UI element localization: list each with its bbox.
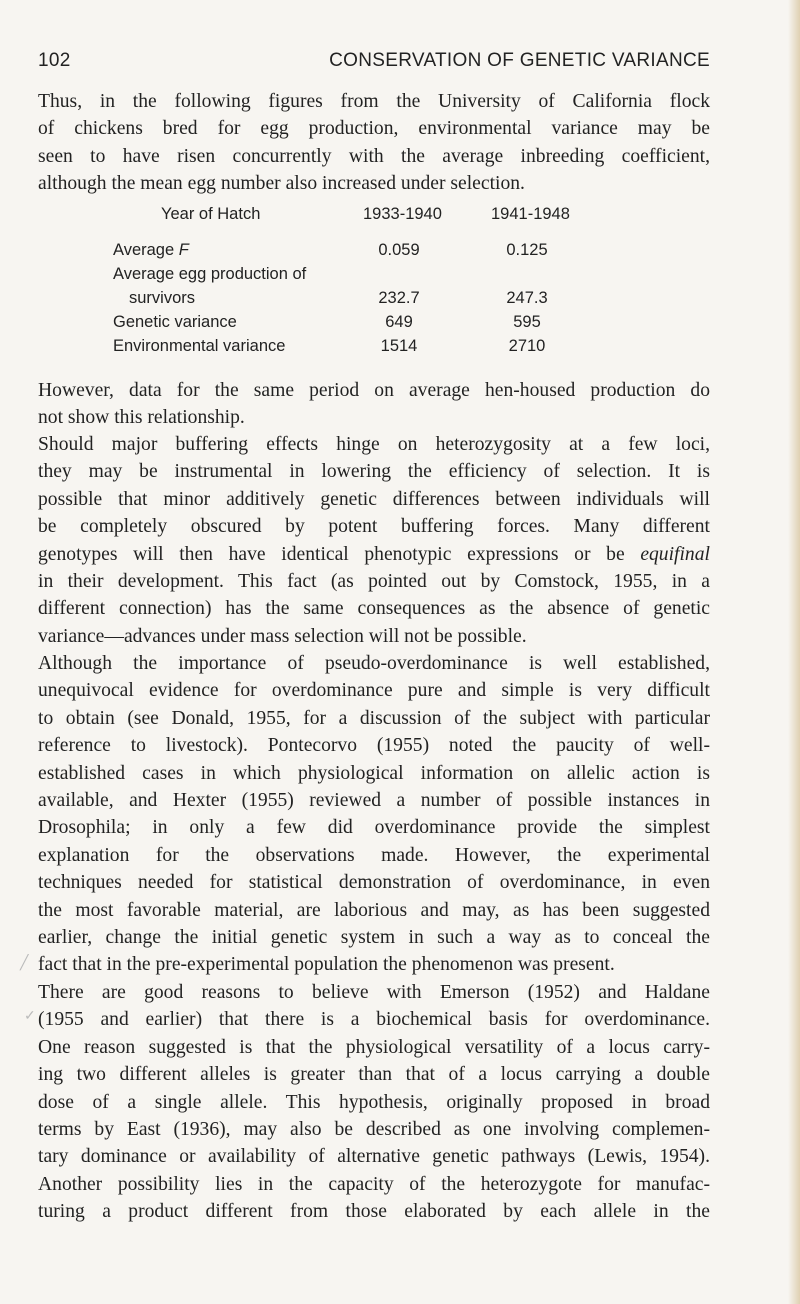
text-line: reference to livestock). Pontecorvo (1955) noted the paucity of well- bbox=[38, 735, 710, 757]
text-line: they may be instrumental in lowering the efficiency of selection. It is bbox=[38, 461, 710, 483]
cell: 649 bbox=[385, 313, 413, 331]
text-line: variance—advances under mass selection will not be possible. bbox=[38, 625, 527, 647]
cell: 0.059 bbox=[378, 241, 420, 259]
cell: 247.3 bbox=[506, 289, 548, 307]
text-line: available, and Hexter (1955) reviewed a number of possible instances in bbox=[38, 789, 710, 811]
row-label: Average F bbox=[113, 241, 189, 259]
text-line: Drosophila; in only a few did overdominance provide the simplest bbox=[38, 817, 710, 839]
text-line: turing a product different from those elaborated by each allele in the bbox=[38, 1201, 710, 1223]
margin-mark: ✓ bbox=[24, 1009, 36, 1024]
text-line: ing two different alleles is greater than that of a locus carrying a double bbox=[38, 1064, 710, 1086]
text-line: terms by East (1936), may also be described as one involving complemen- bbox=[38, 1118, 710, 1140]
page-edge-shadow bbox=[788, 0, 800, 1304]
text-line: (1955 and earlier) that there is a biochemical basis for overdominance. bbox=[38, 1009, 710, 1031]
text-line: in their development. This fact (as pointed out by Comstock, 1955, in a bbox=[38, 570, 710, 592]
cell: 232.7 bbox=[378, 289, 420, 307]
text-line: unequivocal evidence for overdominance pure and simple is very difficult bbox=[38, 680, 710, 702]
text-line: Thus, in the following figures from the University of California flock bbox=[38, 91, 710, 112]
text-line: explanation for the observations made. However, the experimental bbox=[38, 844, 710, 866]
cell: 0.125 bbox=[506, 241, 548, 259]
text-line: not show this relationship. bbox=[38, 407, 245, 429]
italic-term: equifinal bbox=[640, 543, 710, 565]
text-line: Should major buffering effects hinge on heterozygosity at a few loci, bbox=[38, 434, 710, 455]
text-line: established cases in which physiological information on allelic action is bbox=[38, 762, 710, 784]
row-label: Environmental variance bbox=[113, 337, 286, 355]
text-line: However, data for the same period on average hen-housed production do bbox=[38, 380, 710, 401]
paragraph-buffering bbox=[38, 431, 710, 650]
text-line: fact that in the pre-experimental population the phenomenon was present. bbox=[38, 954, 615, 976]
margin-mark: ╱ bbox=[20, 956, 29, 971]
row-label: Average egg production of bbox=[113, 265, 307, 283]
table-row bbox=[113, 241, 633, 265]
text-line: to obtain (see Donald, 1955, for a discussion of the subject with particular bbox=[38, 707, 710, 729]
table-row bbox=[113, 313, 633, 337]
text-line: although the mean egg number also increased under selection. bbox=[38, 173, 525, 195]
page-header bbox=[38, 50, 710, 72]
table-row bbox=[113, 289, 633, 313]
intro-paragraph bbox=[38, 88, 710, 198]
text-line: possible that minor additively genetic differences between individuals will bbox=[38, 488, 710, 510]
column-header: 1933-1940 bbox=[363, 205, 442, 223]
text-line: be completely obscured by potent buffering forces. Many different bbox=[38, 516, 710, 538]
table-header-row bbox=[113, 205, 633, 229]
text-line: techniques needed for statistical demonstration of overdominance, in even bbox=[38, 872, 710, 894]
running-title: CONSERVATION OF GENETIC VARIANCE bbox=[329, 50, 710, 71]
paragraph-overdominance bbox=[38, 650, 710, 979]
text-line: the most favorable material, are laborious and may, as has been suggested bbox=[38, 899, 710, 921]
column-header: 1941-1948 bbox=[491, 205, 570, 223]
text-line: of chickens bred for egg production, environmental variance may be bbox=[38, 118, 710, 140]
text-line: tary dominance or availability of alternative genetic pathways (Lewis, 1954). bbox=[38, 1146, 710, 1168]
paragraph-however bbox=[38, 377, 710, 432]
text-line: There are good reasons to believe with Emerson (1952) and Haldane bbox=[38, 982, 710, 1003]
text-line: Although the importance of pseudo-overdominance is well established, bbox=[38, 653, 710, 674]
text-line: dose of a single allele. This hypothesis, originally proposed in broad bbox=[38, 1091, 710, 1113]
text-line: earlier, change the initial genetic system in such a way as to conceal the bbox=[38, 926, 710, 948]
row-label: survivors bbox=[129, 289, 196, 307]
cell: 1514 bbox=[380, 337, 418, 355]
table-row bbox=[113, 337, 633, 361]
page-number: 102 bbox=[38, 50, 71, 71]
text-line: Another possibility lies in the capacity of the heterozygote for manufac- bbox=[38, 1173, 710, 1195]
text-line: One reason suggested is that the physiological versatility of a locus carry- bbox=[38, 1036, 710, 1058]
cell: 2710 bbox=[508, 337, 546, 355]
paragraph-biochemical bbox=[38, 979, 710, 1226]
row-label: Genetic variance bbox=[113, 313, 237, 331]
text-line: genotypes will then have identical phenotypic expressions or be equifinal bbox=[38, 543, 710, 565]
text-line: different connection) has the same consequences as the absence of genetic bbox=[38, 598, 710, 620]
table-row bbox=[113, 265, 633, 289]
cell: 595 bbox=[513, 313, 541, 331]
column-label: Year of Hatch bbox=[161, 205, 261, 223]
text-line: seen to have risen concurrently with the average inbreeding coefficient, bbox=[38, 145, 710, 167]
